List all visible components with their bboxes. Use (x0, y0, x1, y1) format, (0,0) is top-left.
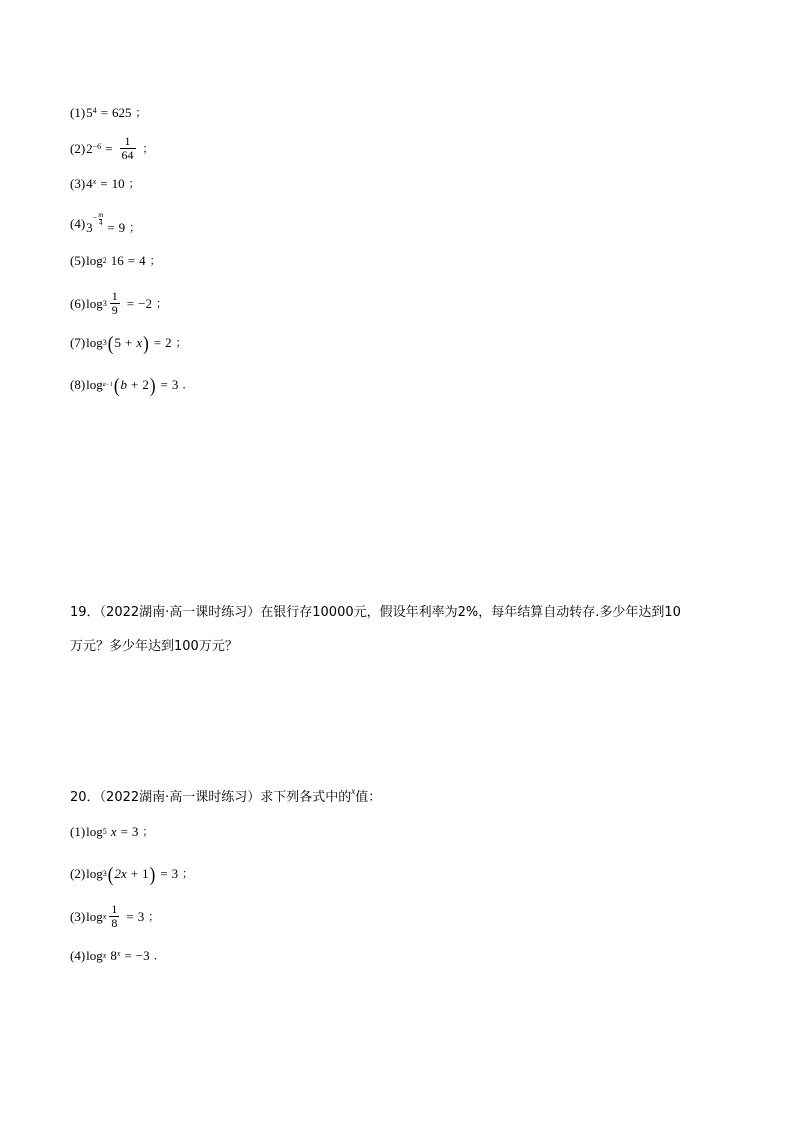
exercise-item-4: (4) 3 − $\frac{m}{4}$ = 9 ； (70, 210, 141, 235)
question-19-line-2: 万元？多少年达到100万元？ (70, 639, 238, 654)
variable-x: x (351, 785, 356, 796)
exercise-item-3: (3) 4 $^x$ = 10 ； (70, 176, 140, 191)
q20-item-3: (3) log x $\frac{1}{8}$ = 3 ； (70, 902, 160, 930)
exercise-item-2: (2) 2 $^{-6}$ = $\frac{1}{64}$ ； (70, 134, 154, 162)
exercise-item-8: (8) log a−1 ( b + 2 ) = 3 ． (70, 374, 194, 396)
question-19 (70, 596, 730, 664)
exercise-item-7: (7) log 3 ( 5 + x ) = 2 ； (70, 332, 187, 354)
exercise-item-1: (1) 5 $^4$ = 625 ； (70, 105, 147, 120)
fraction: $\frac{1}{64}$ (121, 134, 134, 162)
question-19-line-1: 19．（2022湖南·高一课时练习）在银行存10000元，假设年利率为2%，每年结算自动转存.多少年达到10 (70, 605, 681, 620)
fraction: $\frac{1}{8}$ (111, 902, 118, 930)
fraction: $\frac{1}{9}$ (111, 289, 118, 317)
q20-item-2: (2) log 3 ( 2x + 1 ) = 3 ； (70, 863, 194, 885)
exercise-item-6: (6) log 3 $\frac{1}{9}$ = −2 ； (70, 289, 167, 317)
q20-item-1: (1) log 5 x = 3 ； (70, 824, 154, 839)
q20-item-4: (4) log x 8 $^x$ = −3 ． (70, 948, 165, 963)
exponent-fraction: $\frac{m}{4}$ (98, 210, 104, 227)
question-20-intro: 20．（2022湖南·高一课时练习）求下列各式中的$^x$值： (70, 785, 382, 805)
exercise-item-5: (5) log 2 16 = 4 ； (70, 253, 161, 268)
